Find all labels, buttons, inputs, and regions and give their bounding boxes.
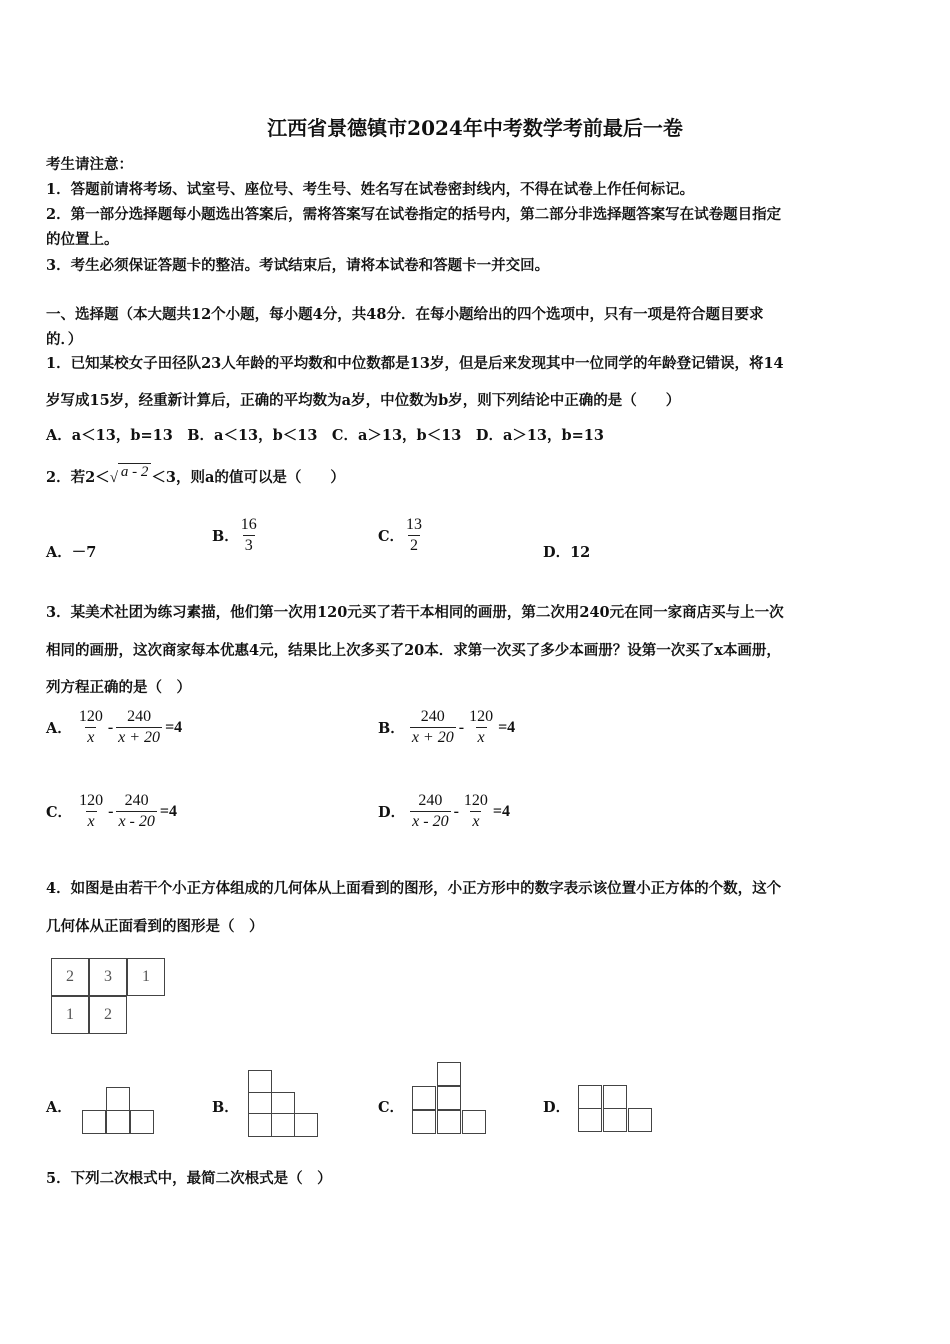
radical-icon: √ (109, 470, 118, 486)
section-heading: 一、选择题（本大题共12个小题，每小题4分，共48分．在每小题给出的四个选项中，只有一项是符合题目要求 (46, 306, 764, 323)
q3-stem-line1: 3．某美术社团为练习素描，他们第一次用120元买了若干本相同的画册，第二次用240元在同一家商店买与上一次 (46, 604, 784, 621)
q2-radicand: a - 2 (118, 463, 152, 480)
grid-cell: 1 (127, 958, 165, 996)
q3-option-d: D． $\frac{240}{x - 20}$ - $\frac{120}{x}$ =4 (378, 792, 511, 830)
q2-option-c: C． $\frac{13}{2}$ (378, 516, 423, 554)
page-title: 江西省景德镇市2024年中考数学考前最后一卷 (267, 116, 683, 140)
q4-option-a-label: A． (46, 1099, 72, 1116)
notice-item-2-cont: 的位置上。 (46, 231, 119, 248)
q4-option-d-label: D． (543, 1099, 571, 1116)
q3-option-a: A． $\frac{120}{x}$ - $\frac{240}{x + 20}$ =4 (46, 708, 183, 746)
q2-suffix: ＜3，则a的值可以是（ ） (151, 469, 345, 486)
q3-option-c: C． $\frac{120}{x}$ - $\frac{240}{x - 20}$ =4 (46, 792, 177, 830)
q4-stem-line1: 4．如图是由若干个小正方体组成的几何体从上面看到的图形，小正方形中的数字表示该位置小正方体的个数，这个 (46, 880, 782, 897)
notice-item-3: 3．考生必须保证答题卡的整洁。考试结束后，请将本试卷和答题卡一并交回。 (46, 257, 550, 274)
notice-item-1: 1．答题前请将考场、试室号、座位号、考生号、姓名写在试卷密封线内，不得在试卷上作任何标记。 (46, 181, 695, 198)
notice-heading: 考生请注意： (46, 156, 133, 173)
grid-cell: 1 (51, 996, 89, 1034)
q1-stem-line1: 1．已知某校女子田径队23人年龄的平均数和中位数都是13岁，但是后来发现其中一位同学的年龄登记错误，将14 (46, 355, 784, 372)
q4-option-c-label: C． (378, 1099, 405, 1116)
q4-stem-line2: 几何体从正面看到的图形是（ ） (46, 918, 264, 935)
q2-stem (46, 458, 345, 498)
q3-stem-line2: 相同的画册，这次商家每本优惠4元，结果比上次多买了20本．求第一次买了多少本画册？设第一次买了x本画册， (46, 642, 781, 659)
notice-item-2: 2．第一部分选择题每小题选出答案后，需将答案写在试卷指定的括号内，第二部分非选择题答案写在试卷题目指定 (46, 206, 782, 223)
q3-option-b: B． $\frac{240}{x + 20}$ - $\frac{120}{x}$ =4 (378, 708, 516, 746)
q4-option-b-label: B． (212, 1099, 239, 1116)
q3-stem-line3: 列方程正确的是（ ） (46, 679, 191, 696)
q2-option-d: D．12 (543, 544, 591, 561)
grid-cell: 2 (51, 958, 89, 996)
q5-stem: 5．下列二次根式中，最简二次根式是（ ） (46, 1170, 332, 1187)
q2-option-b: B． $\frac{16}{3}$ (212, 516, 257, 554)
q2-prefix: 2．若2＜ (46, 469, 110, 486)
grid-cell: 3 (89, 958, 127, 996)
q2-sqrt (110, 463, 152, 486)
q2-option-a: A．－7 (46, 544, 97, 561)
q1-options: A．a＜13，b=13 B．a＜13，b＜13 C．a＞13，b＜13 D．a＞13，b=13 (46, 427, 604, 444)
section-heading-cont: 的．） (46, 331, 83, 348)
grid-cell: 2 (89, 996, 127, 1034)
q1-stem-line2: 岁写成15岁，经重新计算后，正确的平均数为a岁，中位数为b岁，则下列结论中正确的是（ ） (46, 392, 681, 409)
